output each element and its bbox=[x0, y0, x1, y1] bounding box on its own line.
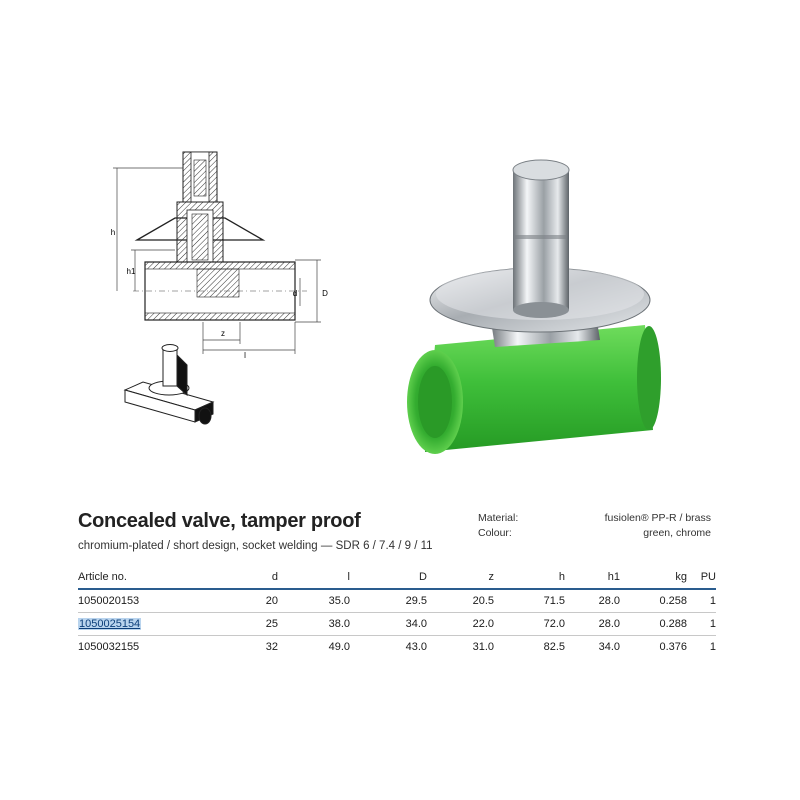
cell-article[interactable]: 1050020153 bbox=[78, 595, 140, 607]
dim-label-h1: h1 bbox=[126, 267, 136, 276]
header-h: h bbox=[558, 571, 565, 583]
dim-label-D: D bbox=[322, 289, 328, 298]
cell-pu: 1 bbox=[709, 595, 716, 607]
cell-article-highlighted[interactable] bbox=[78, 613, 228, 636]
cell-kg: 0.288 bbox=[659, 618, 687, 630]
cell-D: 34.0 bbox=[405, 618, 427, 630]
cell-D: 29.5 bbox=[405, 595, 427, 607]
header-article-no: Article no. bbox=[78, 571, 127, 583]
cell-h1: 28.0 bbox=[598, 618, 620, 630]
header-kg: kg bbox=[675, 571, 687, 583]
cell-d: 20 bbox=[265, 595, 278, 607]
material-label: Material: bbox=[478, 512, 519, 524]
isometric-sketch bbox=[125, 345, 213, 425]
cell-h1: 34.0 bbox=[598, 641, 620, 653]
cell-z: 31.0 bbox=[472, 641, 494, 653]
header-l: l bbox=[347, 571, 350, 583]
cell-h: 71.5 bbox=[543, 595, 565, 607]
table-row bbox=[78, 613, 716, 636]
table-header-row bbox=[78, 566, 716, 589]
dim-label-h: h bbox=[110, 228, 116, 237]
product-title: Concealed valve, tamper proof bbox=[78, 510, 361, 532]
product-photo bbox=[395, 140, 670, 470]
dim-label-d: d bbox=[292, 289, 298, 298]
table-row bbox=[78, 589, 716, 613]
cell-l: 35.0 bbox=[328, 595, 350, 607]
header-pu: PU bbox=[700, 571, 716, 583]
colour-label: Colour: bbox=[478, 527, 512, 539]
table-row bbox=[78, 636, 716, 659]
chrome-stem bbox=[513, 170, 569, 310]
dim-label-l: l bbox=[244, 351, 246, 360]
cell-d: 25 bbox=[265, 618, 278, 630]
cell-l: 38.0 bbox=[328, 618, 350, 630]
header-d: d bbox=[271, 571, 278, 583]
cell-kg: 0.376 bbox=[659, 641, 687, 653]
material-value: fusiolen® PP-R / brass bbox=[604, 512, 711, 524]
header-z: z bbox=[488, 571, 494, 583]
cell-pu: 1 bbox=[709, 618, 716, 630]
colour-value: green, chrome bbox=[643, 527, 711, 539]
dim-label-z: z bbox=[221, 329, 225, 338]
cell-kg: 0.258 bbox=[659, 595, 687, 607]
cell-z: 20.5 bbox=[472, 595, 494, 607]
cell-h1: 28.0 bbox=[598, 595, 620, 607]
header-h1: h1 bbox=[607, 571, 620, 583]
selected-article-link[interactable]: 1050025154 bbox=[79, 618, 141, 630]
cell-D: 43.0 bbox=[405, 641, 427, 653]
cell-z: 22.0 bbox=[472, 618, 494, 630]
spec-table bbox=[78, 566, 716, 658]
cell-h: 72.0 bbox=[543, 618, 565, 630]
product-subtitle: chromium-plated / short design, socket welding — SDR 6 / 7.4 / 9 / 11 bbox=[78, 540, 433, 552]
cell-article[interactable]: 1050032155 bbox=[78, 641, 140, 653]
header-D: D bbox=[419, 571, 427, 583]
chrome-stem-top bbox=[513, 160, 569, 180]
cell-h: 82.5 bbox=[543, 641, 565, 653]
cell-d: 32 bbox=[265, 641, 278, 653]
cell-pu: 1 bbox=[709, 641, 716, 653]
technical-drawing bbox=[95, 140, 345, 440]
cell-l: 49.0 bbox=[328, 641, 350, 653]
